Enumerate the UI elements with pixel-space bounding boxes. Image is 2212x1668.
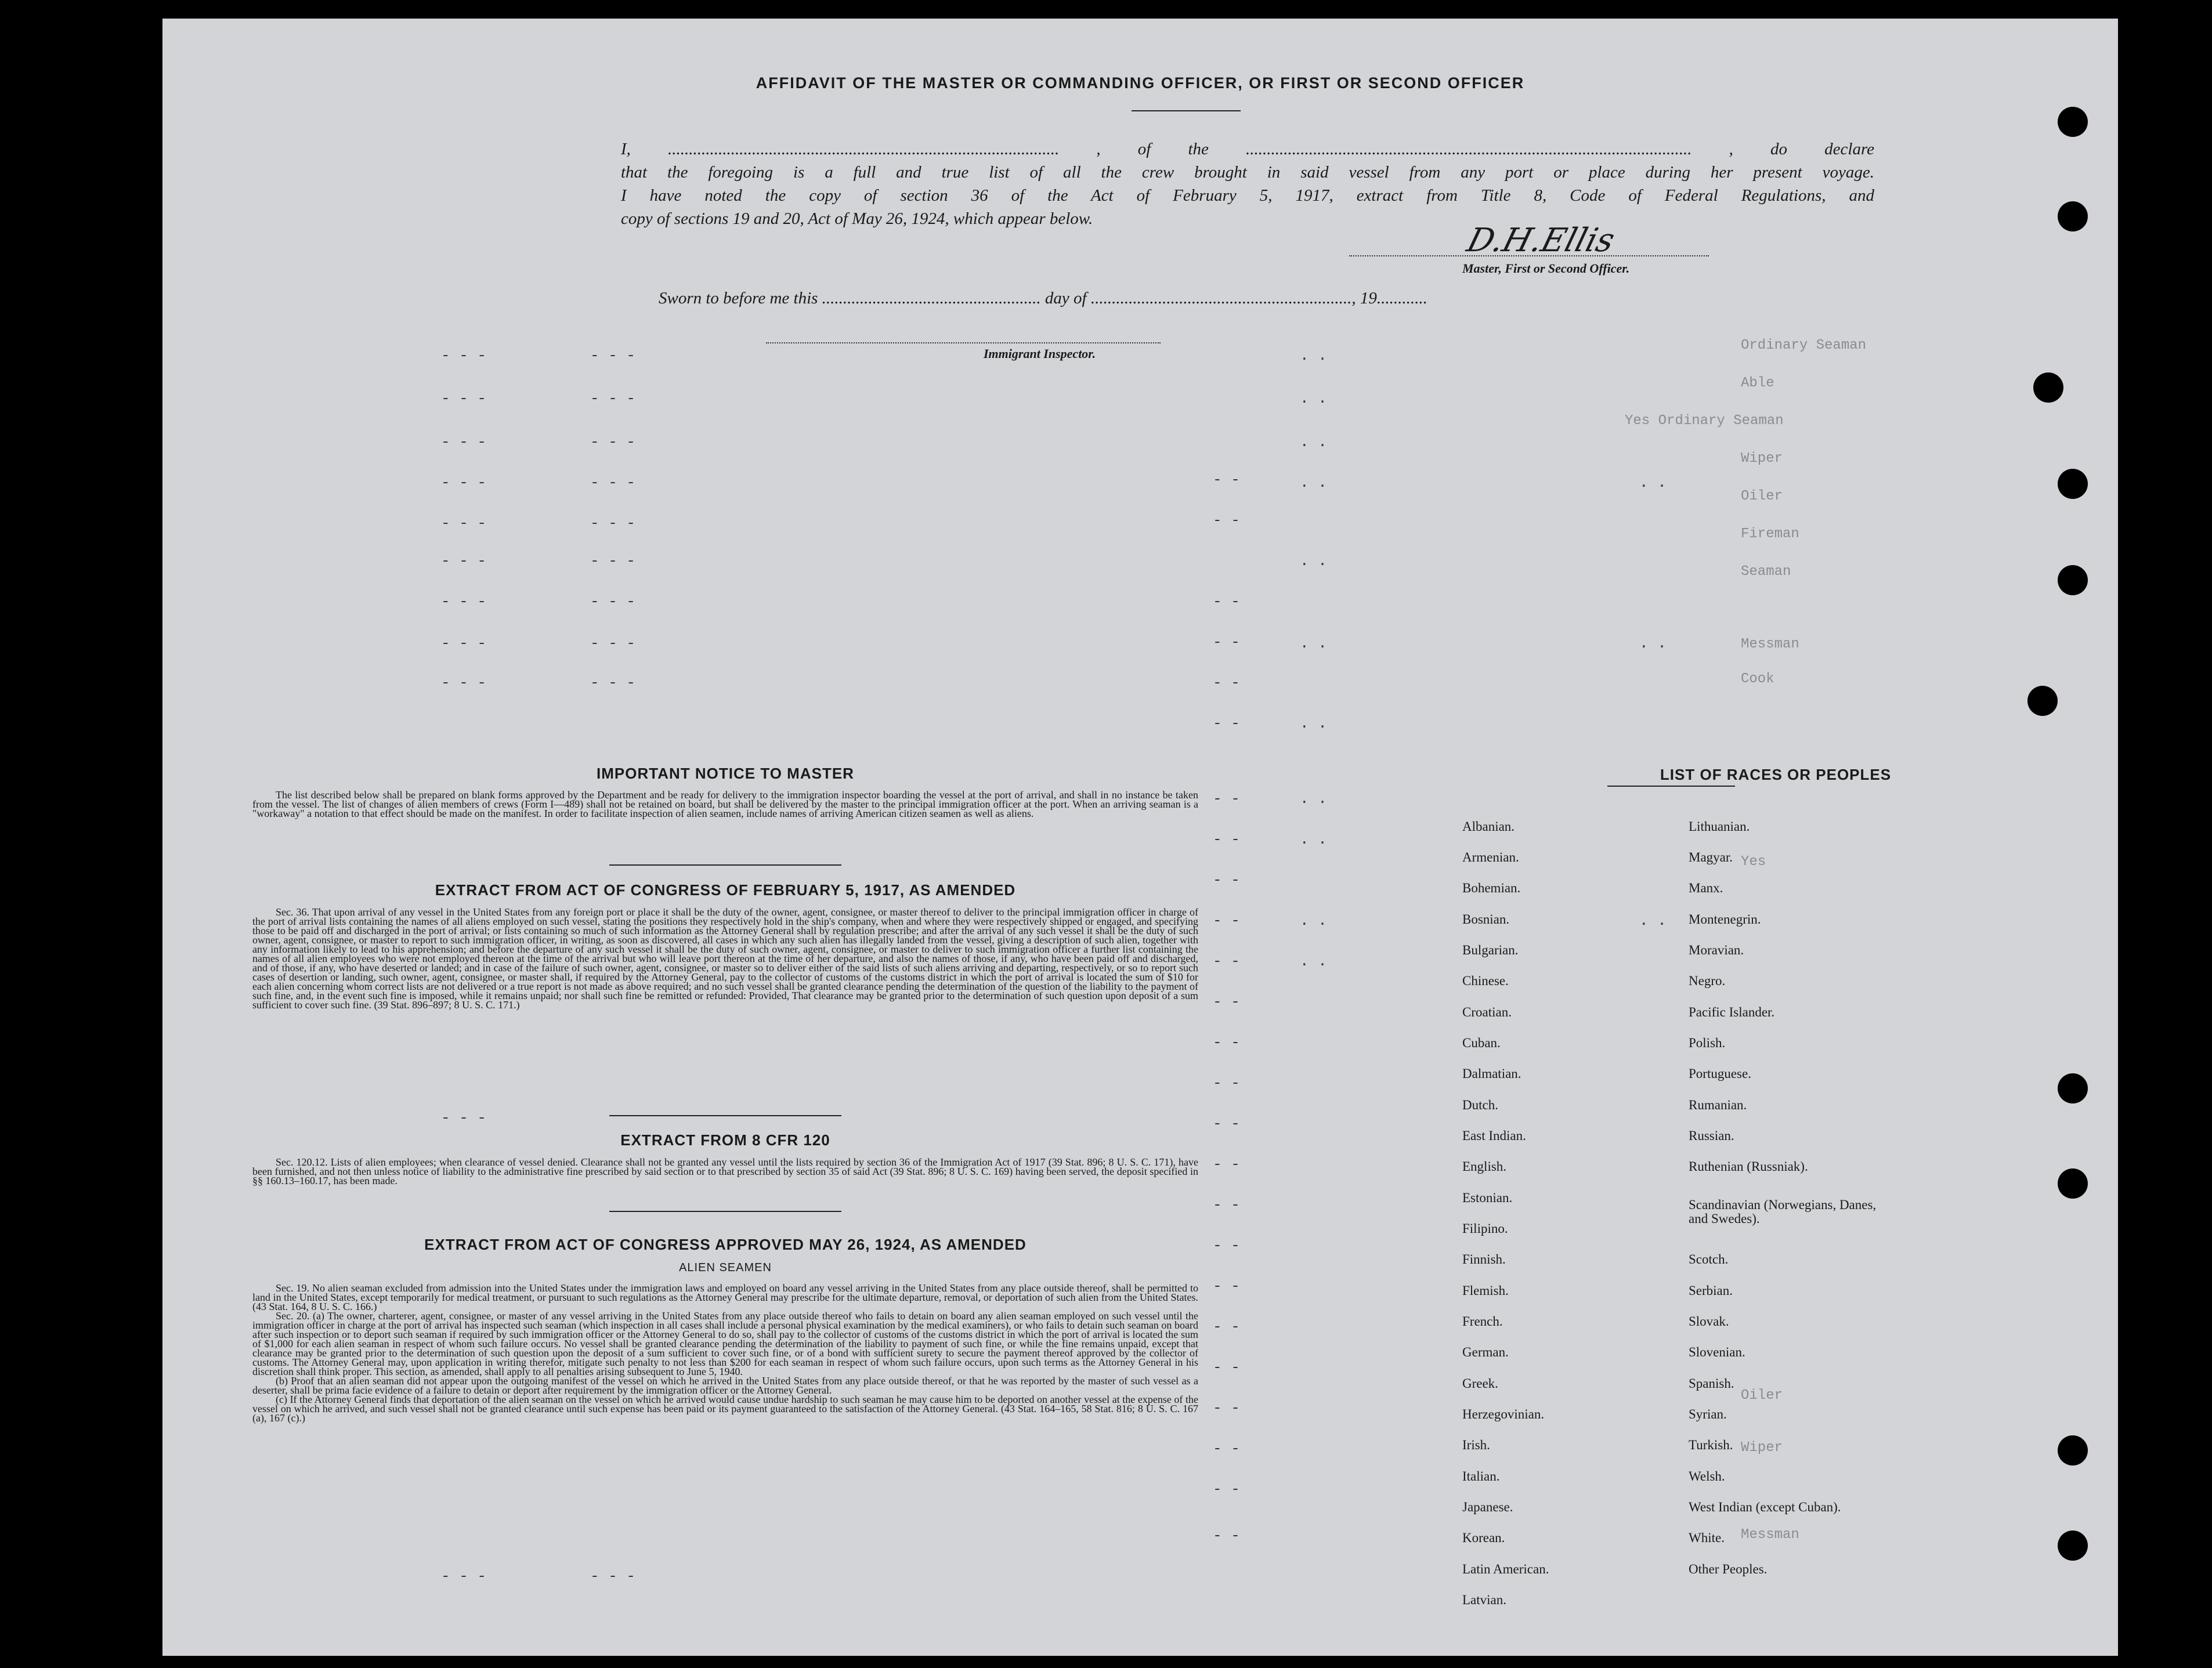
inspector-line <box>766 342 1161 343</box>
race-item: Chinese. <box>1462 974 1509 988</box>
punch-hole <box>2058 1435 2088 1466</box>
race-item: Filipino. <box>1462 1221 1508 1236</box>
race-item: Latvian. <box>1462 1593 1506 1607</box>
punch-hole <box>2058 565 2088 595</box>
declaration-line-3: I have noted the copy of section 36 of the Act of February 5, 1917, extract from Title 8, Code of Federal Regulations, and <box>621 186 1874 205</box>
punch-hole <box>2058 1168 2088 1199</box>
race-item: Estonian. <box>1462 1191 1513 1205</box>
signature-caption: Master, First or Second Officer. <box>1462 261 1630 276</box>
races-rule <box>1607 786 1735 787</box>
punch-hole <box>2058 1073 2088 1103</box>
declaration-line-2: that the foregoing is a full and true list of all the crew brought in said vessel from any port or place during her present voyage. <box>621 163 1874 182</box>
extract2-rule <box>609 1115 841 1116</box>
punch-hole <box>2033 372 2063 403</box>
sworn-line: Sworn to before me this .................................................... day of .............................................................., 19............ <box>659 289 1427 307</box>
declaration-line-1: I, ............................................................................................. , of the .......................................................................................................... , do declare <box>621 140 1875 158</box>
race-item: Italian. <box>1462 1469 1500 1484</box>
form-title: AFFIDAVIT OF THE MASTER OR COMMANDING OFFICER, OR FIRST OR SECOND OFFICER <box>756 74 1525 92</box>
race-item: German. <box>1462 1345 1509 1359</box>
signature: D.H.Ellis <box>1463 222 1619 259</box>
extract2-text: Sec. 120.12. Lists of alien employees; when clearance of vessel denied. Clearance shall not be granted any vessel until the lists required by section 36 of the Immigration Act of 1917 (39 Stat. 896; 8 U. S. C. 171), have been furnished, and not then unless notice of liability to the administrative fine prescribed by said section or to that prescribed by section 35 of said Act (39 Stat. 896; 8 U. S. C. 169) having been served, the deposit specified in §§ 160.13–160.17, has been made. <box>252 1156 1198 1186</box>
race-item: Spanish. <box>1689 1376 1734 1391</box>
race-item: West Indian (except Cuban). <box>1689 1500 1841 1514</box>
race-item: Magyar. <box>1689 850 1733 864</box>
race-item: Cuban. <box>1462 1036 1501 1050</box>
declaration-block <box>621 138 1874 230</box>
race-item: Irish. <box>1462 1438 1490 1452</box>
race-item: Croatian. <box>1462 1005 1512 1019</box>
notice-text: The list described below shall be prepared on blank forms approved by the Department and be ready for delivery to the immigration inspector boarding the vessel at the port of arrival, and shall in no instance be taken from the vessel. The list of changes of alien members of crews (Form I—489) shall not be retained on board, but shall be delivered by the master to the principal immigration officer at the port. When an arriving seaman is a "workaway" a notation to that effect should be made on the manifest. In order to facilitate inspection of alien seamen, include names of arriving American citizen seamen as well as aliens. <box>252 789 1198 819</box>
race-item: Bohemian. <box>1462 881 1521 895</box>
race-item: Negro. <box>1689 974 1726 988</box>
race-item: Rumanian. <box>1689 1098 1747 1112</box>
race-item: French. <box>1462 1314 1503 1329</box>
race-item: Scandinavian (Norwegians, Danes, and Swedes). <box>1689 1197 1877 1226</box>
race-item: Portuguese. <box>1689 1066 1751 1081</box>
race-item: Korean. <box>1462 1530 1505 1545</box>
race-item: Dutch. <box>1462 1098 1498 1112</box>
inspector-caption: Immigrant Inspector. <box>984 346 1096 361</box>
extract3-paragraph: Sec. 20. (a) The owner, charterer, agent, consignee, or master of any vessel arriving in the United States from any place outside thereof who fails to detain on board any alien seaman employed on such vessel until the immigration officer in charge at the port of arrival has inspected such seaman (which inspection in all cases shall include a personal physical examination by the medical examiners), or who fails to detain such seaman on board after such inspection or to deport such seaman if required by such immigration officer or the Attorney General to do so, shall pay to the collector of customs of the customs district in which the port of arrival is located the sum of $1,000 for each alien seaman in respect of whom such failure occurs. No vessel shall be granted clearance pending the determination of the liability to payment of such fine, or while the fine remains unpaid, except that clearance may be granted prior to the determination of such question upon the deposit of a sum sufficient to cover such fine, or of a bond with sufficient surety to secure the payment thereof approved by the collector of customs. The Attorney General may, upon application in writing therefor, mitigate such penalty to not less than $200 for each seaman in respect of whom such failure occurs, upon such terms as the Attorney General in his discretion shall think proper. This section, as amended, shall apply to all penalties arising subsequent to June 5, 1940. <box>252 1310 1198 1377</box>
race-item: Bulgarian. <box>1462 943 1519 957</box>
race-item: Armenian. <box>1462 850 1519 864</box>
race-item: Scotch. <box>1689 1252 1729 1267</box>
extract3-heading: EXTRACT FROM ACT OF CONGRESS APPROVED MAY 26, 1924, AS AMENDED <box>424 1236 1027 1253</box>
race-item: Serbian. <box>1689 1283 1733 1298</box>
extract1-heading: EXTRACT FROM ACT OF CONGRESS OF FEBRUARY 5, 1917, AS AMENDED <box>435 881 1016 899</box>
race-item: Bosnian. <box>1462 912 1510 927</box>
extract3-rule <box>609 1211 841 1212</box>
race-item: Japanese. <box>1462 1500 1513 1514</box>
race-item: Polish. <box>1689 1036 1726 1050</box>
race-item: East Indian. <box>1462 1128 1526 1143</box>
punch-hole <box>2027 686 2058 716</box>
sworn-year: , 19 <box>1351 289 1377 307</box>
race-item: Herzegovinian. <box>1462 1407 1545 1421</box>
extract3-paragraph: (c) If the Attorney General finds that deportation of the alien seaman on the vessel on which he arrived would cause undue hardship to such seaman he may cause him to be deported on another vessel at the expense of the vessel on which he arrived, and such vessel shall not be granted clearance until such expense has been paid or its payment guaranteed to the satisfaction of the Attorney General. (43 Stat. 164–165, 58 Stat. 816; 8 U. S. C. 167 (a), 167 (c).) <box>252 1394 1198 1424</box>
extract3-subheading: ALIEN SEAMEN <box>679 1261 772 1274</box>
punch-hole <box>2058 1530 2088 1561</box>
race-item: English. <box>1462 1159 1507 1174</box>
race-item: Welsh. <box>1689 1469 1725 1484</box>
extract3-paragraph: Sec. 19. No alien seaman excluded from admission into the United States under the immigration laws and employed on board any vessel arriving in the United States from any place outside thereof, shall be permitted to land in the United States, except temporarily for medical treatment, or pursuant to such regulations as the Attorney General may prescribe for the ultimate departure, removal, or deportation of such alien from the United States. (43 Stat. 164, 8 U. S. C. 166.) <box>252 1282 1198 1312</box>
race-item: Lithuanian. <box>1689 819 1750 834</box>
race-item: Dalmatian. <box>1462 1066 1521 1081</box>
race-item: Russian. <box>1689 1128 1734 1143</box>
declaration-of-the: , of the <box>1096 140 1209 158</box>
declaration-line-4: copy of sections 19 and 20, Act of May 26, 1924, which appear below. <box>621 209 1093 228</box>
punch-hole <box>2058 469 2088 499</box>
races-heading: LIST OF RACES OR PEOPLES <box>1660 766 1892 783</box>
signature-line <box>1349 255 1709 256</box>
race-item: Slovenian. <box>1689 1345 1745 1359</box>
punch-hole <box>2058 107 2088 137</box>
race-item: Manx. <box>1689 881 1723 895</box>
race-item: Turkish. <box>1689 1438 1733 1452</box>
race-item: Flemish. <box>1462 1283 1509 1298</box>
declaration-i: I, <box>621 140 631 158</box>
notice-heading: IMPORTANT NOTICE TO MASTER <box>597 765 854 782</box>
sworn-day-of: day of <box>1044 289 1087 307</box>
extract3-body <box>252 1283 1198 1423</box>
race-item: Greek. <box>1462 1376 1498 1391</box>
race-item: Other Peoples. <box>1689 1562 1768 1576</box>
race-item: Slovak. <box>1689 1314 1729 1329</box>
document-page: AFFIDAVIT OF THE MASTER OR COMMANDING OFFICER, OR FIRST OR SECOND OFFICER I, ............................................................................................. , of the .......................................................................................................... , do declare that the foregoing is a full and true list of all the crew brought in said vessel from any port or place during her present voyage. I have noted the copy of section 36 of the Act of February 5, 1917, extract from Title 8, Code of Federal Regulations, and copy of sections 19 and 20, Act of May 26, 1924, which appear below. D.H.Ellis Master, First or Second Officer. Sworn to before me this .................................................... day of .............................................................., 19............ Immigrant Inspector. - - - - - - - - - - - - - - - - - - - - - - - - - - - - - - - - - - - - - - - - - - - - - - - - - - - - - - - - - - - - - - - - - - - - - - - - - - - - - - - - - - - - - - - - - - - - - - - - - - - - - - - - - - - - - - - - - . . . . . . . . . . . . . . . . . . . . . . . . . . . . Ordinary Seaman Able Yes Ordinary Seaman Wiper Oiler Fireman Seaman Messman Cook Yes Oiler Wiper Messman IMPORTANT NOTICE TO MASTER The list described below shall be prepared on blank forms approved by the Department and be ready for delivery to the immigration inspector boarding the vessel at the port of arrival, and shall in no instance be taken from the vessel. The list of changes of alien members of crews (Form I—489) shall not be retained on board, but shall be delivered by the master to the principal immigration officer at the port. When an arriving seaman is a "workaway" a notation to that effect should be made on the manifest. In order to facilitate inspection of alien seamen, include names of arriving American citizen seamen as well as aliens. EXTRACT FROM ACT OF CONGRESS OF FEBRUARY 5, 1917, AS AMENDED Sec. 36. That upon arrival of any vessel in the United States from any foreign port or place it shall be the duty of the owner, agent, consignee, or master thereof to deliver to the principal immigration officer in charge of the port of arrival lists containing the names of all aliens employed on such vessel, stating the positions they respectively hold in the ship's company, when and where they were respectively shipped or engaged, and specifying those to be paid off and discharged in the port of arrival; or lists containing so much of such information as the Attorney General shall by regulation prescribe; and after the arrival of any such vessel it shall be the duty of such owner, agent, consignee, or master to report to such immigration officer, in writing, as soon as discovered, all cases in which any such alien has illegally landed from the vessel, giving a description of such alien, together with any information likely to lead to his apprehension; and before the departure of any such vessel it shall be the duty of such owner, agent, consignee, or master to deliver to such immigration officer a further list containing the names of all alien employees who were not employed thereon at the time of the arrival but who will leave port thereon at the time of her departure, and also the names of those, if any, who have been paid off and discharged, and of those, if any, who have deserted or landed; and in case of the failure of such owner, agent, consignee, or master so to deliver either of the said lists of such aliens arriving and departing, respectively, or so to report such cases of desertion or landing, such owner, agent, consignee, or master shall, if required by the Attorney General, pay to the collector of customs of the customs district in which the port of arrival is located the sum of $10 for each alien concerning whom correct lists are not delivered or a true report is not made as above required; and no such vessel shall be granted clearance pending the determination of the question of the liability to the payment of such fine, and, in the event such fine is imposed, while it remains unpaid; nor shall such fine be remitted or refunded: Provided, That clearance may be granted prior to the determination of such question upon deposit of a sum sufficient to cover such fine. (39 Stat. 896–897; 8 U. S. C. 171.) EXTRACT FROM 8 CFR 120 Sec. 120.12. Lists of alien employees; when clearance of vessel denied. Clearance shall not be granted any vessel until the lists required by section 36 of the Immigration Act of 1917 (39 Stat. 896; 8 U. S. C. 171), have been furnished, and not then unless notice of liability to the administrative fine prescribed by said section or to that prescribed by section 35 of said Act (39 Stat. 896; 8 U. S. C. 169) having been served, the deposit specified in §§ 160.13–160.17, has been made. EXTRACT FROM ACT OF CONGRESS APPROVED MAY 26, 1924, AS AMENDED ALIEN SEAMEN Sec. 19. No alien seaman excluded from admission into the United States under the immigration laws and employed on board any vessel arriving in the United States from any place outside thereof, shall be permitted to land in the United States, except temporarily for medical treatment, or pursuant to such regulations as the Attorney General may prescribe for the ultimate departure, removal, or deportation of such alien from the United States. (43 Stat. 164, 8 U. S. C. 166.) Sec. 20. (a) The owner, charterer, agent, consignee, or master of any vessel arriving in the United States from any place outside thereof who fails to detain on board any alien seaman employed on such vessel until the immigration officer in charge at the port of arrival has inspected such seaman (which inspection in all cases shall include a personal physical examination by the medical examiners), or who fails to detain such seaman on board after such inspection or to deport such seaman if required by such immigration officer or the Attorney General to do so, shall pay to the collector of customs of the customs district in which the port of arrival is located the sum of $1,000 for each alien seaman in respect of whom such failure occurs. No vessel shall be granted clearance pending the determination of the liability to payment of such fine, or while the fine remains unpaid, except that clearance may be granted prior to the determination of such question upon the deposit of a sum sufficient to cover such fine, or of a bond with sufficient surety to secure the payment thereof approved by the collector of customs. The Attorney General may, upon application in writing therefor, mitigate such penalty to not less than $200 for each seaman in respect of whom such failure occurs, upon such terms as the Attorney General in his discretion shall think proper. This section, as amended, shall apply to all penalties arising subsequent to June 5, 1940. (b) Proof that an alien seaman did not appear upon the outgoing manifest of the vessel on which he arrived in the United States from any place outside thereof, or that he was reported by the master of such vessel as a deserter, shall be prima facie evidence of a failure to detain or deport after requirement by the immigration officer or the Attorney General. (c) If the Attorney General finds that deportation of the alien seaman on the vessel on which he arrived would cause undue hardship to such seaman he may cause him to be deported on another vessel at the expense of the vessel on which he arrived, and such vessel shall not be granted clearance until such expense has been paid or its payment guaranteed to the satisfaction of the Attorney General. (43 Stat. 164–165, 58 Stat. 816; 8 U. S. C. 167 (a), 167 (c).) LIST OF RACES OR PEOPLES Albanian. Armenian. Bohemian. Bosnian. Bulgarian. Chinese. Croatian. Cuban. Dalmatian. Dutch. East Indian. English. Estonian. Filipino. Finnish. Flemish. French. German. Greek. Herzegovinian. Irish. Italian. Japanese. Korean. Latin American. Latvian. Lithuanian. Magyar. Manx. Montenegrin. Moravian. Negro. Pacific Islander. Polish. Portuguese. Rumanian. Russian. Ruthenian (Russniak). Scandinavian (Norwegians, Danes, and Swedes). Scotch. Serbian. Slovak. Slovenian. Spanish. Syrian. Turkish. Welsh. West Indian (except Cuban). White. Other Peoples. <box>162 19 2118 1656</box>
race-item: Ruthenian (Russniak). <box>1689 1159 1808 1174</box>
title-rule <box>1132 110 1241 111</box>
race-item: Pacific Islander. <box>1689 1005 1775 1019</box>
extract1-rule <box>609 864 841 866</box>
race-item: Latin American. <box>1462 1562 1549 1576</box>
sworn-text: Sworn to before me this <box>659 289 818 307</box>
race-item: Finnish. <box>1462 1252 1506 1267</box>
punch-hole <box>2058 201 2088 231</box>
race-item: Montenegrin. <box>1689 912 1761 927</box>
extract2-heading: EXTRACT FROM 8 CFR 120 <box>620 1131 830 1149</box>
race-item: White. <box>1689 1530 1725 1545</box>
race-item: Syrian. <box>1689 1407 1727 1421</box>
race-item: Moravian. <box>1689 943 1744 957</box>
race-item: Albanian. <box>1462 819 1515 834</box>
extract1-text: Sec. 36. That upon arrival of any vessel in the United States from any foreign port or place it shall be the duty of the owner, agent, consignee, or master thereof to deliver to the principal immigration officer in charge of the port of arrival lists containing the names of all aliens employed on such vessel, stating the positions they respectively hold in the ship's company, when and where they were respectively shipped or engaged, and specifying those to be paid off and discharged in the port of arrival; or lists containing so much of such information as the Attorney General shall by regulation prescribe; and after the arrival of any such vessel it shall be the duty of such owner, agent, consignee, or master to report to such immigration officer, in writing, as soon as discovered, all cases in which any such alien has illegally landed from the vessel, giving a description of such alien, together with any information likely to lead to his apprehension; and before the departure of any such vessel it shall be the duty of such owner, agent, consignee, or master to deliver to such immigration officer a further list containing the names of all alien employees who were not employed thereon at the time of the arrival but who will leave port thereon at the time of her departure, and also the names of those, if any, who have been paid off and discharged, and of those, if any, who have deserted or landed; and in case of the failure of such owner, agent, consignee, or master so to deliver either of the said lists of such aliens arriving and departing, respectively, or so to report such cases of desertion or landing, such owner, agent, consignee, or master shall, if required by the Attorney General, pay to the collector of customs of the customs district in which the port of arrival is located the sum of $10 for each alien concerning whom correct lists are not delivered or a true report is not made as above required; and no such vessel shall be granted clearance pending the determination of the question of the liability to the payment of such fine, and, in the event such fine is imposed, while it remains unpaid; nor shall such fine be remitted or refunded: Provided, That clearance may be granted prior to the determination of such question upon deposit of a sum sufficient to cover such fine. (39 Stat. 896–897; 8 U. S. C. 171.) <box>252 906 1198 1011</box>
declaration-do-declare: , do declare <box>1729 140 1875 158</box>
extract3-paragraph: (b) Proof that an alien seaman did not appear upon the outgoing manifest of the vessel on which he arrived in the United States from any place outside thereof, or that he was reported by the master of such vessel as a deserter, shall be prima facie evidence of a failure to detain or deport after requirement by the immigration officer or the Attorney General. <box>252 1375 1198 1396</box>
